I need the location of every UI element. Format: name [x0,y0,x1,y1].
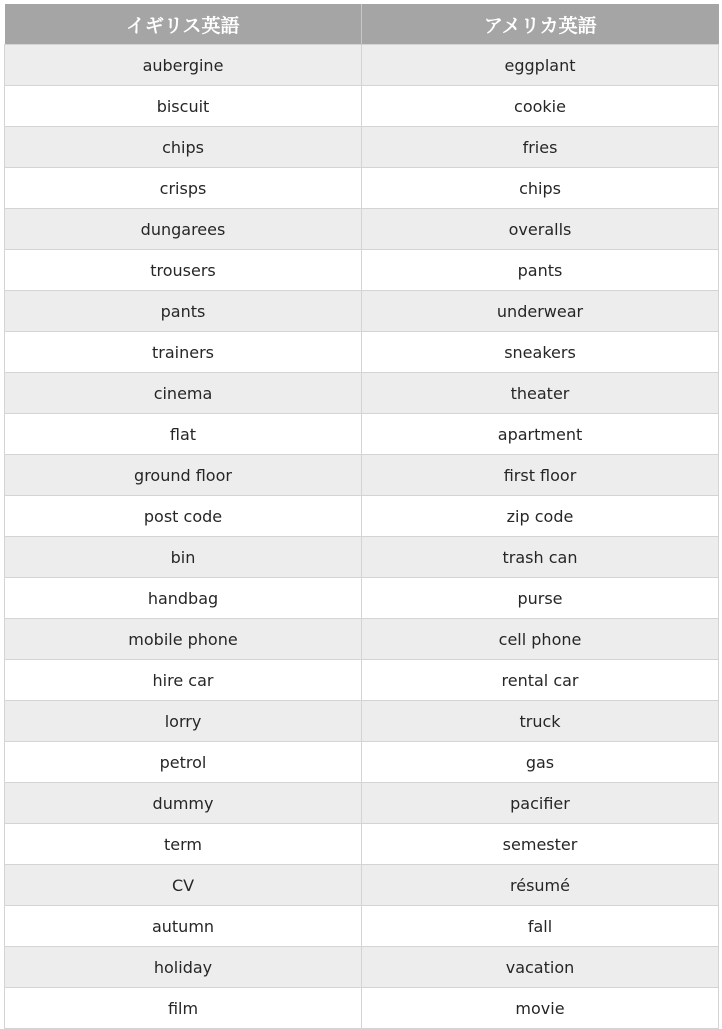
table-row [5,86,719,127]
cell-american: zip code [362,496,719,537]
cell-british: hire car [5,660,362,701]
vocabulary-table-container [4,4,718,1029]
cell-british: dummy [5,783,362,824]
table-header-row [5,4,719,45]
table-row [5,578,719,619]
cell-british: crisps [5,168,362,209]
cell-american: truck [362,701,719,742]
cell-american: résumé [362,865,719,906]
cell-british: mobile phone [5,619,362,660]
table-row [5,209,719,250]
cell-american: movie [362,988,719,1029]
table-row [5,660,719,701]
table-row [5,619,719,660]
cell-american: pacifier [362,783,719,824]
cell-british: trainers [5,332,362,373]
column-header-british: イギリス英語 [5,4,362,45]
cell-american: overalls [362,209,719,250]
cell-british: ground floor [5,455,362,496]
cell-american: cell phone [362,619,719,660]
cell-american: apartment [362,414,719,455]
cell-british: handbag [5,578,362,619]
table-row [5,168,719,209]
cell-british: bin [5,537,362,578]
cell-american: sneakers [362,332,719,373]
cell-british: term [5,824,362,865]
cell-british: autumn [5,906,362,947]
table-row [5,373,719,414]
cell-british: holiday [5,947,362,988]
cell-american: theater [362,373,719,414]
cell-british: biscuit [5,86,362,127]
column-header-american: アメリカ英語 [362,4,719,45]
cell-british: post code [5,496,362,537]
cell-american: gas [362,742,719,783]
cell-american: semester [362,824,719,865]
british-american-vocabulary-table [4,4,719,1029]
table-row [5,45,719,86]
cell-american: rental car [362,660,719,701]
table-row [5,988,719,1029]
cell-british: film [5,988,362,1029]
table-row [5,537,719,578]
cell-american: vacation [362,947,719,988]
table-row [5,291,719,332]
cell-british: dungarees [5,209,362,250]
table-row [5,947,719,988]
cell-american: cookie [362,86,719,127]
table-row [5,496,719,537]
table-row [5,701,719,742]
cell-british: lorry [5,701,362,742]
cell-american: fall [362,906,719,947]
cell-american: trash can [362,537,719,578]
cell-british: petrol [5,742,362,783]
cell-british: CV [5,865,362,906]
table-row [5,127,719,168]
table-row [5,783,719,824]
cell-american: fries [362,127,719,168]
table-body [5,45,719,1029]
cell-american: underwear [362,291,719,332]
table-row [5,906,719,947]
table-row [5,332,719,373]
table-row [5,250,719,291]
cell-british: chips [5,127,362,168]
cell-british: aubergine [5,45,362,86]
table-row [5,414,719,455]
table-row [5,455,719,496]
cell-american: eggplant [362,45,719,86]
cell-american: first floor [362,455,719,496]
table-row [5,824,719,865]
table-row [5,865,719,906]
cell-british: cinema [5,373,362,414]
cell-british: pants [5,291,362,332]
cell-american: purse [362,578,719,619]
cell-american: pants [362,250,719,291]
cell-british: trousers [5,250,362,291]
cell-american: chips [362,168,719,209]
table-row [5,742,719,783]
cell-british: flat [5,414,362,455]
